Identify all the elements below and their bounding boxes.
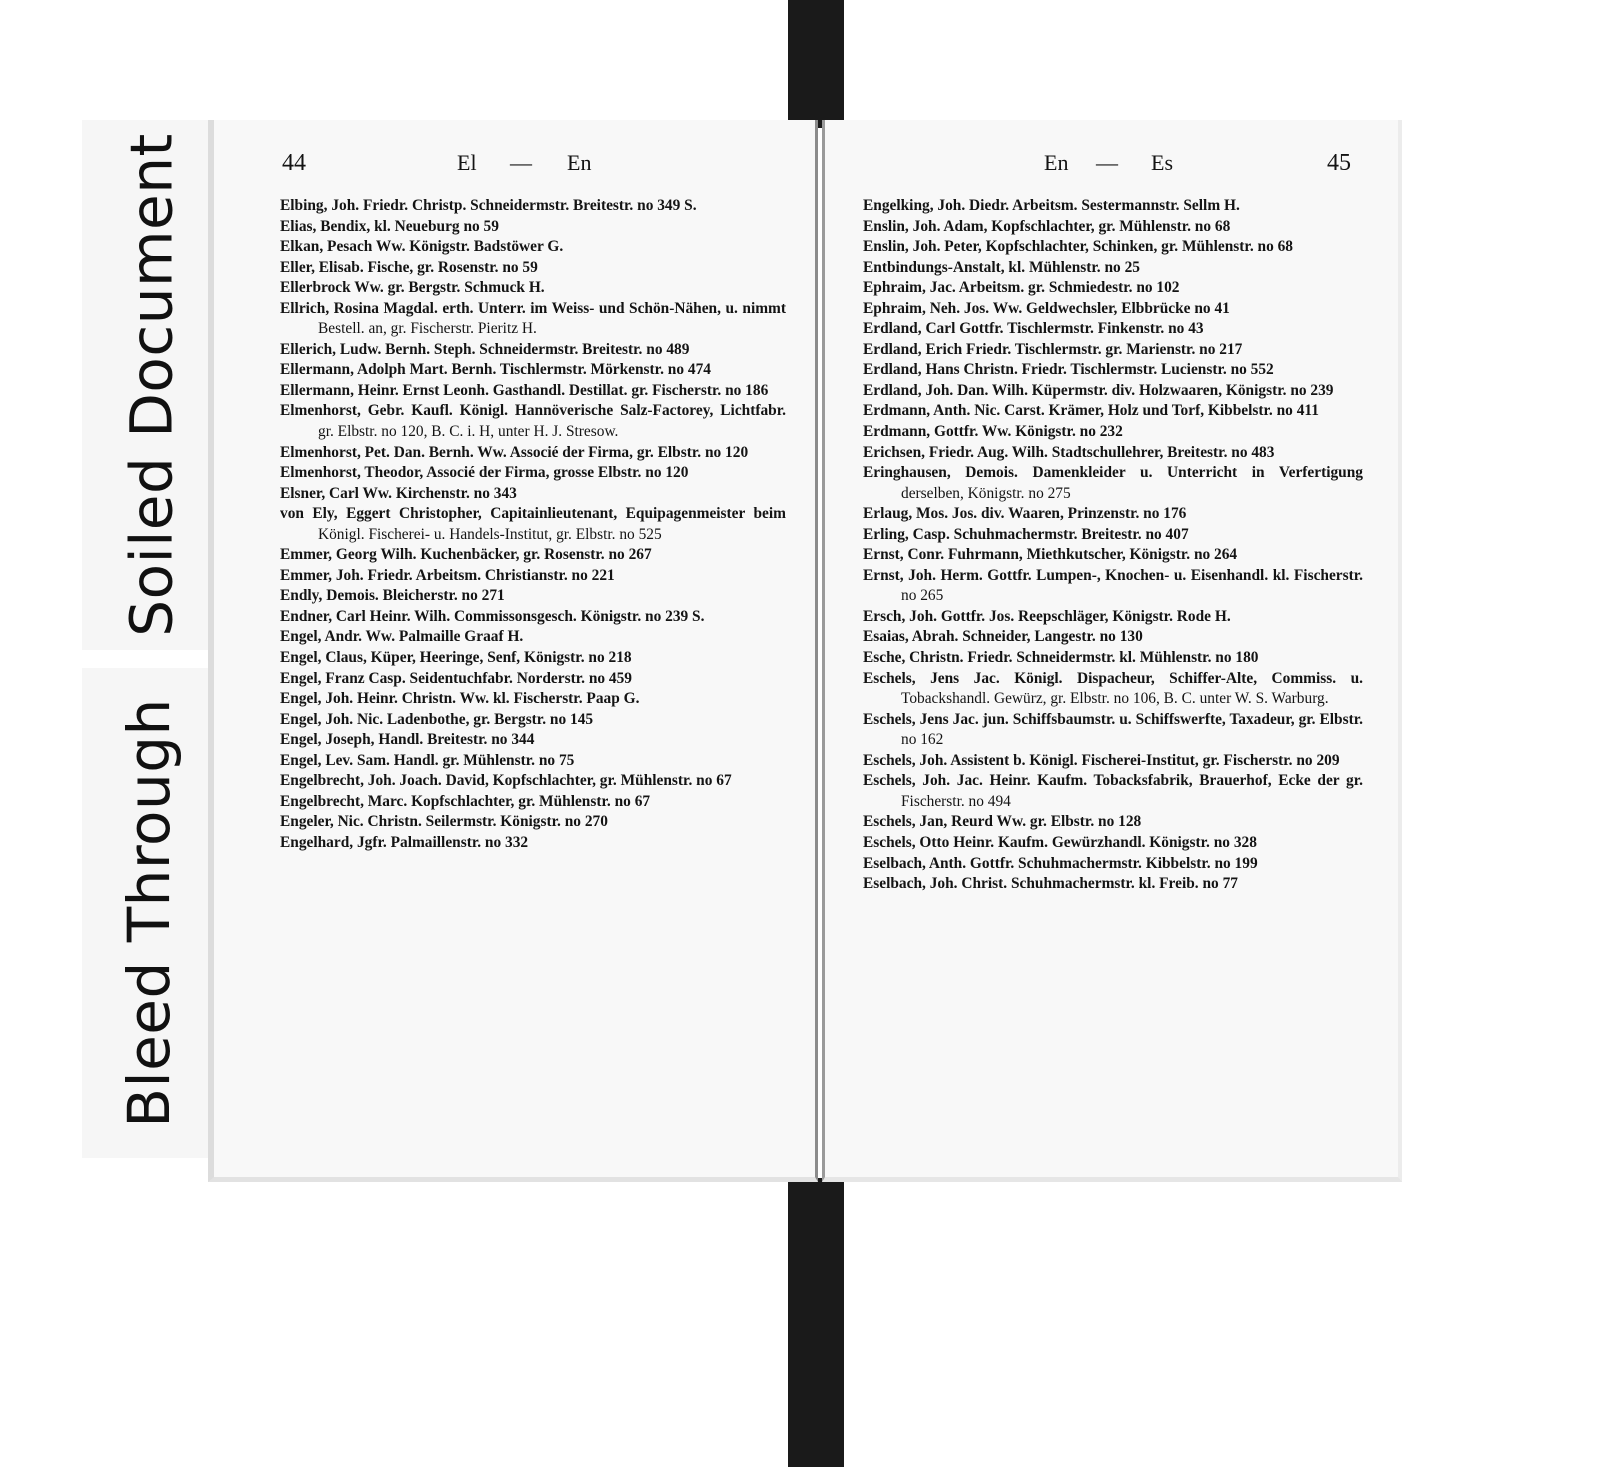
left-running-head-end: En — [567, 150, 592, 175]
directory-entry: Engelking, Joh. Diedr. Arbeitsm. Sestermannstr. Sellm H. — [863, 197, 1240, 214]
right-entry-list — [863, 196, 1363, 895]
directory-entry: Engel, Joseph, Handl. Breitestr. no 344 — [280, 731, 535, 749]
bleed-through-target — [82, 668, 216, 1158]
directory-entry: Eschels, Joh. Jac. Heinr. Kaufm. Tobacksfabrik, Brauerhof, Ecke der gr. Fischerstr. no 494 — [863, 772, 1363, 810]
soiled-document-label: Soiled Document — [118, 133, 187, 637]
directory-entry: Ellermann, Adolph Mart. Bernh. Tischlermstr. Mörkenstr. no 474 — [280, 361, 711, 379]
directory-entry: Enslin, Joh. Adam, Kopfschlachter, gr. Mühlenstr. no 68 — [863, 217, 1231, 235]
directory-entry: Erlaug, Mos. Jos. div. Waaren, Prinzenstr. no 176 — [863, 505, 1187, 523]
directory-entry: Erdland, Carl Gottfr. Tischlermstr. Finkenstr. no 43 — [863, 320, 1204, 338]
directory-entry: Eselbach, Anth. Gottfr. Schuhmachermstr. Kibbelstr. no 199 — [863, 854, 1258, 872]
left-running-head-start: El — [457, 150, 477, 175]
right-page-number: 45 — [1327, 150, 1351, 176]
directory-entry: Engelbrecht, Marc. Kopfschlachter, gr. Mühlenstr. no 67 — [280, 792, 651, 810]
directory-entry: Ephraim, Neh. Jos. Ww. Geldwechsler, Elbbrücke no 41 — [863, 299, 1230, 317]
directory-entry: Ellrich, Rosina Magdal. erth. Unterr. im Weiss- und Schön-Nähen, u. nimmt Bestell. an, gr. Fischerstr. Pieritz H. — [280, 299, 786, 338]
directory-entry: Ellermann, Heinr. Ernst Leonh. Gasthandl. Destillat. gr. Fischerstr. no 186 — [280, 381, 769, 399]
directory-entry: Erichsen, Friedr. Aug. Wilh. Stadtschullehrer, Breitestr. no 483 — [863, 443, 1275, 461]
directory-entry: Engel, Joh. Heinr. Christn. Ww. kl. Fischerstr. Paap G. — [280, 690, 640, 708]
directory-entry: Ersch, Joh. Gottfr. Jos. Reepschläger, Königstr. Rode H. — [863, 607, 1231, 625]
directory-entry: Engel, Joh. Nic. Ladenbothe, gr. Bergstr. no 145 — [280, 710, 594, 728]
directory-entry: Engelbrecht, Joh. Joach. David, Kopfschlachter, gr. Mühlenstr. no 67 — [280, 772, 732, 790]
directory-entry: Elias, Bendix, kl. Neueburg no 59 — [280, 217, 499, 235]
directory-entry: Engel, Claus, Küper, Heeringe, Senf, Königstr. no 218 — [280, 649, 632, 667]
directory-entry: Ellerbrock Ww. gr. Bergstr. Schmuck H. — [280, 279, 545, 297]
directory-entry: Engel, Lev. Sam. Handl. gr. Mühlenstr. no 75 — [280, 751, 575, 769]
directory-entry: Erdland, Joh. Dan. Wilh. Küpermstr. div. Holzwaaren, Königstr. no 239 — [863, 381, 1334, 399]
directory-entry: Erdmann, Anth. Nic. Carst. Krämer, Holz und Torf, Kibbelstr. no 411 — [863, 402, 1319, 420]
directory-entry: Endner, Carl Heinr. Wilh. Commissonsgesch. Königstr. no 239 S. — [280, 607, 705, 625]
directory-entry: Engel, Andr. Ww. Palmaille Graaf H. — [280, 628, 524, 646]
left-page-number: 44 — [282, 150, 306, 176]
directory-entry: Enslin, Joh. Peter, Kopfschlachter, Schinken, gr. Mühlenstr. no 68 — [863, 238, 1294, 256]
directory-entry: Ernst, Conr. Fuhrmann, Miethkutscher, Königstr. no 264 — [863, 546, 1238, 564]
directory-entry: Eller, Elisab. Fische, gr. Rosenstr. no 59 — [280, 258, 538, 276]
soiled-document-target — [82, 120, 222, 650]
left-page — [208, 120, 818, 1182]
directory-entry: Ernst, Joh. Herm. Gottfr. Lumpen-, Knochen- u. Eisenhandl. kl. Fischerstr. no 265 — [863, 566, 1363, 605]
spine-bottom-bar — [788, 1178, 844, 1467]
directory-entry: Entbindungs-Anstalt, kl. Mühlenstr. no 25 — [863, 258, 1140, 276]
directory-entry: Endly, Demois. Bleicherstr. no 271 — [280, 587, 505, 605]
right-page — [822, 120, 1402, 1182]
directory-entry: Elmenhorst, Pet. Dan. Bernh. Ww. Associé der Firma, gr. Elbstr. no 120 — [280, 443, 749, 461]
directory-entry: Eschels, Jens Jac. Königl. Dispacheur, Schiffer-Alte, Commiss. u. Tobackshandl. Gewürz, gr. Elbstr. no 106, B. C. unter W. S. Warburg. — [863, 669, 1363, 708]
directory-entry: Elkan, Pesach Ww. Königstr. Badstöwer G. — [280, 238, 564, 256]
spine-top-bar — [788, 0, 844, 128]
directory-entry: von Ely, Eggert Christopher, Capitainlieutenant, Equipagenmeister beim Königl. Fischerei- u. Handels-Institut, gr. Elbstr. no 525 — [280, 505, 786, 543]
directory-entry: Eschels, Otto Heinr. Kaufm. Gewürzhandl. Königstr. no 328 — [863, 833, 1257, 851]
directory-entry: Eselbach, Joh. Christ. Schuhmachermstr. kl. Freib. no 77 — [863, 875, 1238, 893]
directory-entry: Engelhard, Jgfr. Palmaillenstr. no 332 — [280, 833, 529, 851]
directory-entry: Engel, Franz Casp. Seidentuchfabr. Norderstr. no 459 — [280, 669, 633, 687]
directory-entry: Elsner, Carl Ww. Kirchenstr. no 343 — [280, 484, 517, 502]
directory-entry: Emmer, Georg Wilh. Kuchenbäcker, gr. Rosenstr. no 267 — [280, 546, 652, 564]
directory-entry: Eschels, Jens Jac. jun. Schiffsbaumstr. u. Schiffswerfte, Taxadeur, gr. Elbstr. no 162 — [863, 710, 1363, 749]
directory-entry: Erdmann, Gottfr. Ww. Königstr. no 232 — [863, 423, 1123, 441]
directory-entry: Erdland, Hans Christn. Friedr. Tischlermstr. Lucienstr. no 552 — [863, 361, 1274, 379]
directory-entry: Esaias, Abrah. Schneider, Langestr. no 130 — [863, 628, 1143, 646]
directory-entry: Eringhausen, Demois. Damenkleider u. Unterricht in Verfertigung derselben, Königstr. no 275 — [863, 464, 1363, 502]
directory-entry: Engeler, Nic. Christn. Seilermstr. Königstr. no 270 — [280, 813, 608, 831]
directory-entry: Elmenhorst, Theodor, Associé der Firma, grosse Elbstr. no 120 — [280, 464, 689, 482]
right-page-header — [851, 150, 1351, 190]
directory-entry: Ephraim, Jac. Arbeitsm. gr. Schmiedestr. no 102 — [863, 279, 1180, 297]
left-entry-list — [280, 196, 786, 854]
left-running-head-dash: — — [510, 150, 532, 175]
directory-entry: Elbing, Joh. Friedr. Christp. Schneidermstr. Breitestr. no 349 S. — [280, 197, 697, 214]
directory-entry: Elmenhorst, Gebr. Kaufl. Königl. Hannöverische Salz-Factorey, Lichtfabr. gr. Elbstr. no 120, B. C. i. H, unter H. J. Stresow. — [280, 402, 786, 441]
directory-entry: Erling, Casp. Schuhmachermstr. Breitestr. no 407 — [863, 525, 1189, 543]
directory-entry: Eschels, Jan, Reurd Ww. gr. Elbstr. no 128 — [863, 813, 1142, 831]
right-running-head-start: En — [1044, 150, 1069, 175]
directory-entry: Emmer, Joh. Friedr. Arbeitsm. Christianstr. no 221 — [280, 566, 615, 584]
right-running-head-dash: — — [1096, 150, 1118, 175]
right-running-head-end: Es — [1151, 150, 1173, 175]
directory-entry: Eschels, Joh. Assistent b. Königl. Fischerei-Institut, gr. Fischerstr. no 209 — [863, 751, 1340, 769]
directory-entry: Ellerich, Ludw. Bernh. Steph. Schneidermstr. Breitestr. no 489 — [280, 340, 690, 358]
bleed-through-label: Bleed Through — [115, 698, 184, 1128]
directory-entry: Erdland, Erich Friedr. Tischlermstr. gr. Marienstr. no 217 — [863, 340, 1243, 358]
directory-entry: Esche, Christn. Friedr. Schneidermstr. kl. Mühlenstr. no 180 — [863, 649, 1259, 667]
left-page-header — [282, 150, 784, 190]
